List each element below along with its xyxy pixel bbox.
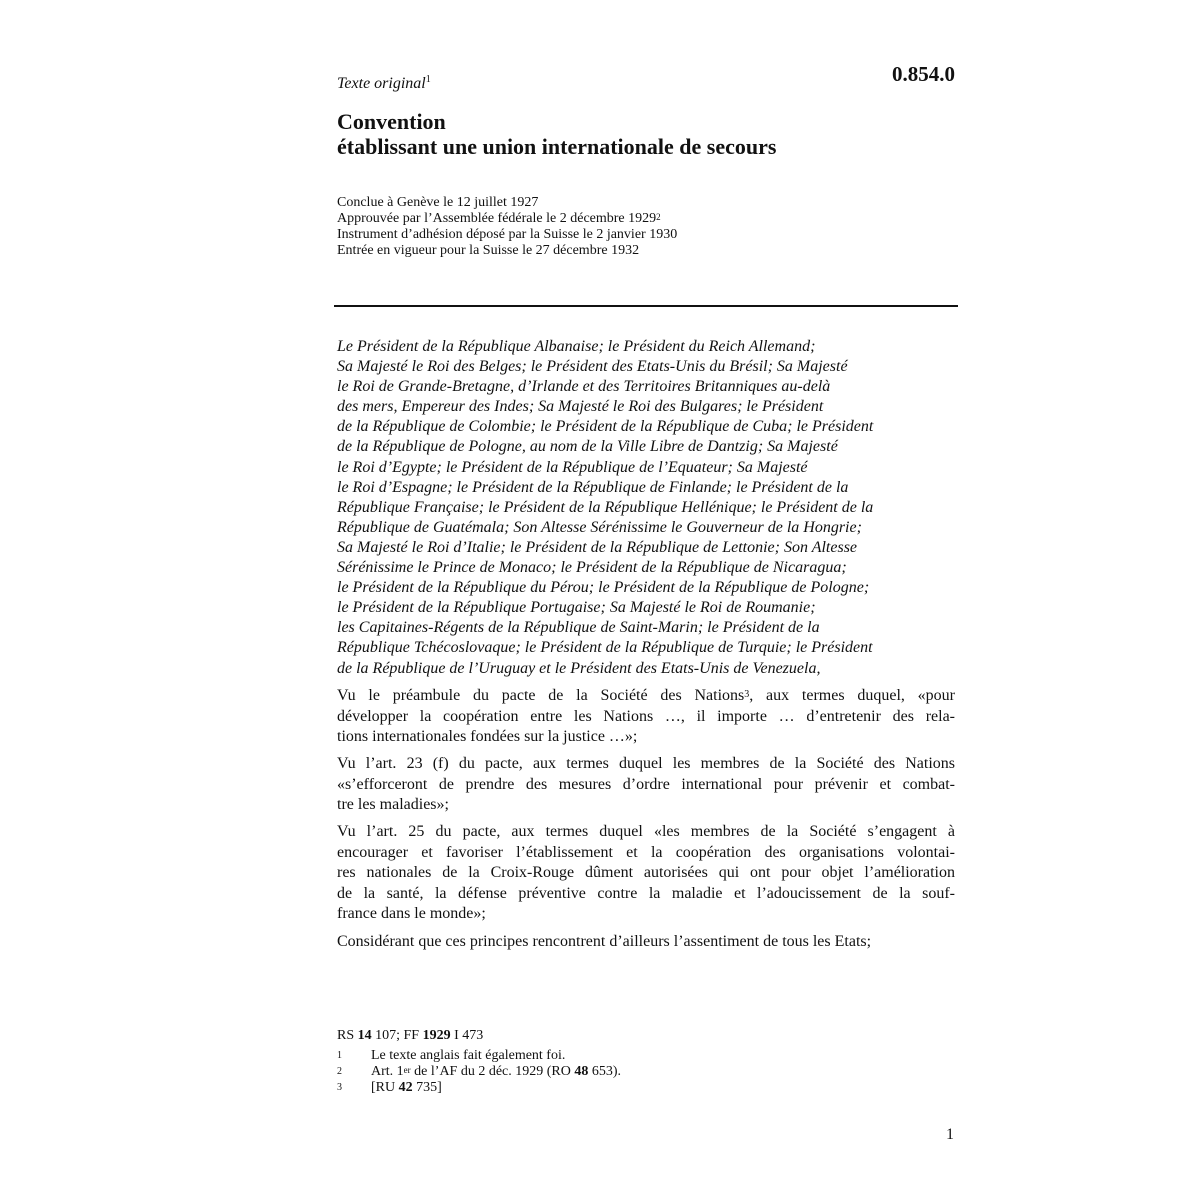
date-entry: Entrée en vigueur pour la Suisse le 27 décembre 1932 <box>337 243 640 258</box>
page-number: 1 <box>946 1126 954 1143</box>
parties-preamble <box>337 337 955 679</box>
footnote-mark: 3 <box>337 1082 342 1093</box>
footnote-ref-2[interactable]: 2 <box>656 212 661 222</box>
footnote-mark: 2 <box>337 1066 342 1077</box>
paragraph-preamble-pact <box>337 686 955 748</box>
date-concluded: Conclue à Genève le 12 juillet 1927 <box>337 195 539 210</box>
preamble-line: le Roi de Grande-Bretagne, d’Irlande et des Territoires Britanniques au-delà <box>337 378 831 396</box>
paragraph-line: «s’efforceront de prendre des mesures d’ordre international pour prévenir et combat- <box>337 775 955 793</box>
date-approved: Approuvée par l’Assemblée fédérale le 2 décembre 1929$^2$ <box>337 211 661 226</box>
footnote-reference-line: RS 14 107; FF 1929 I 473 <box>337 1028 484 1043</box>
paragraph-line: développer la coopération entre les Nations …, il importe … d’entretenir des rela- <box>337 707 955 725</box>
preamble-line: des mers, Empereur des Indes; Sa Majesté le Roi des Bulgares; le Président <box>337 398 824 416</box>
paragraph-line: tre les maladies»; <box>337 796 449 813</box>
document-dates <box>337 195 677 259</box>
preamble-line: République Française; le Président de la République Hellénique; le Président de la <box>337 498 874 516</box>
paragraph-line: france dans le monde»; <box>337 905 486 922</box>
document-title <box>337 109 776 159</box>
title-line-2: établissant une union internationale de secours <box>337 134 777 159</box>
preamble-line: République de Guatémala; Son Altesse Sérénissime le Gouverneur de la Hongrie; <box>337 518 862 536</box>
preamble-line: Le Président de la République Albanaise; le Président du Reich Allemand; <box>337 338 816 355</box>
paragraph-line: Considérant que ces principes rencontrent d’ailleurs l’assentiment de tous les Etats; <box>337 933 872 950</box>
preamble-line: le Président de la République Portugaise; Sa Majesté le Roi de Roumanie; <box>337 599 816 617</box>
preamble-line: le Président de la République du Pérou; le Président de la République de Pologne; <box>337 579 870 597</box>
preamble-line: de la République de l’Uruguay et le Président des Etats-Unis de Venezuela, <box>337 659 821 677</box>
paragraph-line: de la santé, la défense préventive contre la maladie et l’adoucissement de la souf- <box>337 884 955 902</box>
title-line-1: Convention <box>337 109 446 134</box>
paragraph-line: Vu l’art. 23 (f) du pacte, aux termes duquel les membres de la Société des Nations <box>337 755 955 772</box>
footnote-3: 3 [RU 42 735] <box>337 1080 442 1095</box>
paragraph-line: Vu l’art. 25 du pacte, aux termes duquel «les membres de la Société s’engagent à <box>337 823 955 840</box>
footnote-ref-1[interactable]: 1 <box>425 74 431 85</box>
footnote-1: 1 Le texte anglais fait également foi. <box>337 1048 566 1063</box>
paragraph-art-25 <box>337 822 955 925</box>
paragraph-line: tions internationales fondées sur la justice …»; <box>337 728 638 745</box>
footnote-ref-3[interactable]: 3 <box>744 689 750 700</box>
paragraph-considering <box>337 932 955 953</box>
paragraph-line: encourager et favoriser l’établissement et la coopération des organisations volontai- <box>337 843 955 861</box>
preamble-line: Sa Majesté le Roi d’Italie; le Président de la République de Lettonie; Son Altesse <box>337 538 858 556</box>
preamble-line: de la République de Colombie; le Président de la République de Cuba; le Président <box>337 418 874 436</box>
sr-number: 0.854.0 <box>892 62 955 86</box>
original-text-label: Texte original$^1$ <box>337 74 431 92</box>
preamble-line: Sérénissime le Prince de Monaco; le Président de la République de Nicaragua; <box>337 559 847 577</box>
paragraph-line: Vu le préambule du pacte de la Société des Nations$^3$, aux termes duquel, «pour <box>337 687 956 704</box>
date-instrument: Instrument d’adhésion déposé par la Suisse le 2 janvier 1930 <box>337 227 678 242</box>
preamble-line: République Tchécoslovaque; le Président de la République de Turquie; le Président <box>337 639 873 657</box>
preamble-line: de la République de Pologne, au nom de la Ville Libre de Dantzig; Sa Majesté <box>337 438 838 456</box>
paragraph-art-23 <box>337 754 955 816</box>
header-divider <box>334 305 958 307</box>
paragraph-line: res nationales de la Croix-Rouge dûment autorisées qui ont pour objet l’amélioration <box>337 864 955 881</box>
preamble-line: les Capitaines-Régents de la République de Saint-Marin; le Président de la <box>337 619 820 637</box>
footnote-mark: 1 <box>337 1050 342 1061</box>
footnote-2: 2 Art. 1er de l’AF du 2 déc. 1929 (RO 48 653). <box>337 1064 622 1079</box>
preamble-line: Sa Majesté le Roi des Belges; le Président des Etats-Unis du Brésil; Sa Majesté <box>337 358 848 376</box>
preamble-line: le Roi d’Espagne; le Président de la République de Finlande; le Président de la <box>337 478 849 496</box>
preamble-line: le Roi d’Egypte; le Président de la République de l’Equateur; Sa Majesté <box>337 458 808 476</box>
